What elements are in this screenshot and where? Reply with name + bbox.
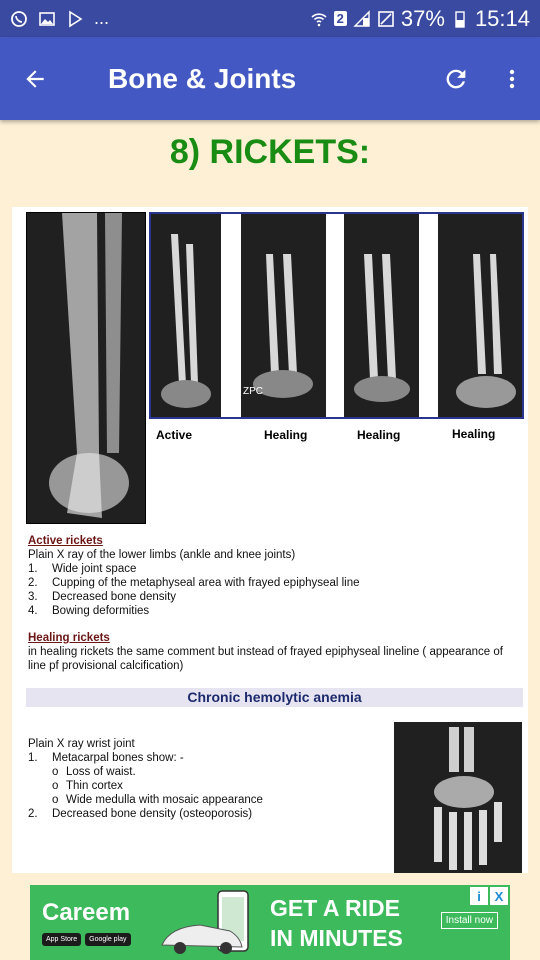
system-icons <box>310 6 530 32</box>
caption-healing-3: Healing <box>452 427 496 441</box>
back-button[interactable] <box>0 37 70 120</box>
store-badges <box>42 933 131 946</box>
list-item: 1. Metacarpal bones show: - <box>28 752 184 764</box>
arrow-left-icon <box>22 66 48 92</box>
refresh-button[interactable] <box>428 37 484 120</box>
ad-info-icon[interactable]: i <box>470 887 488 905</box>
ad-close-icon[interactable]: X <box>490 887 508 905</box>
clock: 15:14 <box>474 5 530 31</box>
ad-controls <box>470 887 508 905</box>
phone-car-illustration <box>160 885 260 960</box>
more-vert-icon <box>500 65 524 93</box>
caption-healing-1: Healing <box>264 428 308 442</box>
active-rickets-intro: Plain X ray of the lower limbs (ankle and knee joints) <box>28 549 296 561</box>
battery-icon <box>451 10 469 28</box>
image-icon <box>38 10 56 28</box>
play-store-icon <box>66 10 84 28</box>
caption-active: Active <box>156 428 193 442</box>
xray-healing-3 <box>438 214 522 417</box>
no-sim-icon <box>377 10 395 28</box>
list-item: 1. Wide joint space <box>28 563 137 575</box>
list-item: 4. Bowing deformities <box>28 605 150 617</box>
page-heading: 8) RICKETS: <box>169 133 371 171</box>
overflow-menu-button[interactable] <box>484 37 540 120</box>
list-item: 2. Cupping of the metaphyseal area with frayed epiphyseal line <box>28 577 360 589</box>
notification-icons <box>10 8 109 29</box>
lower-limb-xray <box>26 212 146 524</box>
sim-badge: 2 <box>334 11 347 26</box>
healing-rickets-section <box>28 631 520 673</box>
caption-healing-2: Healing <box>357 428 401 442</box>
sub-list-item: o Wide medulla with mosaic appearance <box>52 794 263 806</box>
status-bar <box>0 0 540 37</box>
ad-headline: GET A RIDE IN MINUTES <box>270 895 403 951</box>
list-item: 3. Decreased bone density <box>28 591 177 603</box>
ad-banner[interactable] <box>30 885 510 960</box>
google-play-badge[interactable]: Google play <box>85 933 130 946</box>
wifi-icon <box>310 10 328 28</box>
active-rickets-title: Active rickets <box>28 535 103 547</box>
xray-active <box>151 214 221 417</box>
more-notifications: ... <box>94 8 110 28</box>
list-item: 2. Decreased bone density (osteoporosis) <box>28 808 253 820</box>
bone-illustration <box>27 213 145 523</box>
refresh-icon <box>442 65 470 93</box>
ad-brand-logo: Careem <box>42 899 131 926</box>
xray-healing-2 <box>344 214 419 417</box>
app-title: Bone & Joints <box>108 62 297 94</box>
zpc-label: ZPC <box>243 386 263 397</box>
xray-healing-1 <box>241 214 326 417</box>
sub-list-item: o Loss of waist. <box>52 766 136 778</box>
signal-icon <box>353 10 371 28</box>
healing-rickets-text: in healing rickets the same comment but instead of frayed epiphyseal lineline ( appearance of line pf provisional calcification) <box>28 646 503 672</box>
install-now-button[interactable]: Install now <box>441 912 498 929</box>
anemia-intro: Plain X ray wrist joint <box>28 738 135 750</box>
anemia-section <box>28 737 378 821</box>
sub-list-item: o Thin cortex <box>52 780 123 792</box>
rickets-document-image <box>12 207 528 873</box>
anemia-section-title: Chronic hemolytic anemia <box>26 688 523 707</box>
whatsapp-icon <box>10 10 28 28</box>
battery-percent: 37% <box>400 5 445 31</box>
xray-panel <box>149 212 524 419</box>
app-bar <box>0 37 540 120</box>
hand-xray <box>394 722 522 873</box>
healing-rickets-title: Healing rickets <box>28 632 110 644</box>
app-store-badge[interactable]: App Store <box>42 933 81 946</box>
active-rickets-section <box>28 534 518 618</box>
